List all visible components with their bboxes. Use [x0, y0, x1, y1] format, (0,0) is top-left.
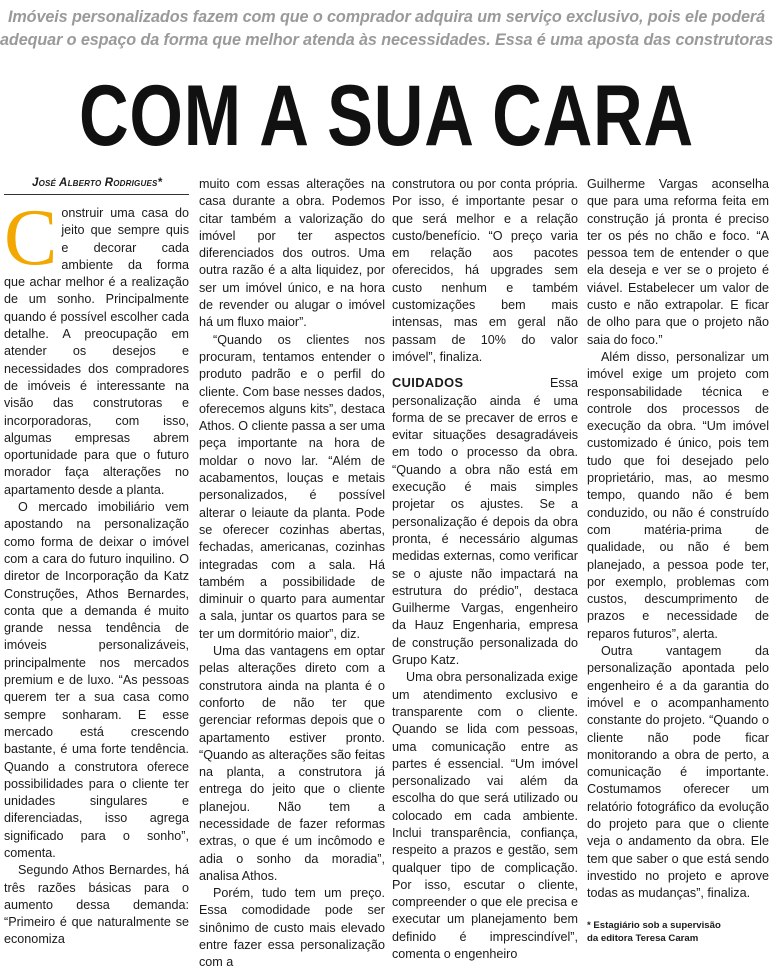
paragraph: Guilherme Vargas aconselha que para uma reforma feita em construção já pronta é preciso ter os pés no chão e foco. “A pessoa tem de entender o que ela deseja e ver se o projeto é viável. Estabelecer um valor de custo e não extrapolar. E ficar de olho para que o projeto não saia do foco.” — [587, 177, 769, 347]
section-subhead: CUIDADOS — [392, 375, 464, 391]
article-deck — [0, 6, 773, 52]
paragraph: construtora ou por conta própria. Por isso, é importante pesar o que será melhor e a relação custo/benefício. “O preço varia em relação aos pacotes oferecidos, há upgrades sem custo nenhum e também customizações bem mais intensas, mas em geral não passam de 10% do valor imóvel”, finaliza. — [392, 177, 578, 364]
article-column-3 — [392, 176, 578, 962]
paragraph: O mercado imobiliário vem apostando na personalização como forma de deixar o imóvel com a cara do futuro inquilino. O diretor de Incorporação da Katz Construções, Athos Bernardes, conta que a demanda é muito grande nessa tendência de imóveis personalizáveis, principalmente nos mercados premium e de luxo. “As pessoas querem ter a sua casa como sempre sonharam. E esse mercado está crescendo bastante, é uma forte tendência. Quando a construtora oferece possibilidades para o cliente ter unidades singulares e diferenciadas, isso agrega significado para o sonho”, comenta. — [4, 500, 189, 860]
article-headline: COM A SUA CARA — [78, 68, 695, 164]
paragraph: “Quando os clientes nos procuram, tentamos entender o produto padrão e o perfil do cliente. Com base nesses dados, oferecemos alguns kits”, destaca Athos. O cliente passa a ser uma peça importante na hora de moldar o novo lar. “Além de acabamentos, louças e metais personalizados, é possível alterar o leiaute da planta. Pode se oferecer cozinhas abertas, fechadas, americanas, cozinhas integradas com a sala. Há também a possibilidade de diminuir o quarto para aumentar a sala, juntar os quartos para se ter um dormitório maior”, diz. — [199, 332, 385, 641]
paragraph: Segundo Athos Bernardes, há três razões básicas para o aumento dessa demanda: “Primeiro é que naturalmente se economiza — [4, 863, 189, 947]
paragraph-text: Essa personalização ainda é uma forma de se precaver de erros e evitar situações desagradáveis em todo o processo da obra. “Quando a obra não está em execução é mais simples projetar os ajustes. Se a personalização é depois da obra pronta, é necessário algumas medidas externas, como verificar se o ajuste não impactará na estrutura do prédio”, destaca Guilherme Vargas, engenheiro da Hauz Engenharia, empresa de construção personalizada do Grupo Katz. — [392, 376, 578, 668]
byline: José Alberto Rodrigues* — [4, 176, 189, 195]
article-column-1 — [4, 176, 189, 947]
paragraph: muito com essas alterações na casa durante a obra. Podemos citar também a valorização do imóvel por ter aspectos diferenciados dos outros. Uma outra razão é a alta liquidez, por ser um imóvel único, e na hora de revender ou alugar o imóvel há um fluxo maior”. — [199, 177, 385, 330]
deck-line-2: adequar o espaço da forma que melhor atenda às necessidades. Essa é uma aposta das construtoras — [0, 31, 773, 49]
paragraph: Uma obra personalizada exige um atendimento exclusivo e transparente com o cliente. Quando se lida com pessoas, uma comunicação entre as partes é essencial. “Um imóvel personalizado vai além da escolha do que será utilizado ou colocado em cada ambiente. Inclui transparência, confiança, respeito a prazos e gestão, sem qualquer tipo de complicação. Por isso, escutar o cliente, compreender o que ele precisa e executar um planejamento bem definido é imprescindível”, comenta o engenheiro — [392, 670, 578, 962]
drop-cap: C — [4, 194, 58, 282]
paragraph: Uma das vantagens em optar pelas alterações direto com a construtora ainda na planta é o conforto de não ter que gerenciar reformas depois que o apartamento estiver pronto. “Quando as alterações são feitas na planta, a construtora já entrega do jeito que o cliente planejou. Não tem a necessidade de fazer reformas extras, o que é um incômodo e adia o sonho da moradia”, analisa Athos. — [199, 644, 385, 883]
paragraph: Porém, tudo tem um preço. Essa comodidade pode ser sinônimo de custo mais elevado entre fazer essa personalização com a — [199, 886, 385, 970]
footnote-line-2: da editora Teresa Caram — [587, 932, 699, 944]
article-column-2 — [199, 176, 385, 970]
footnote-line-1: * Estagiário sob a supervisão — [587, 920, 721, 932]
paragraph — [4, 194, 189, 499]
deck-line-1: Imóveis personalizados fazem com que o comprador adquira um serviço exclusivo, pois ele poderá — [7, 8, 766, 26]
paragraph — [392, 374, 578, 669]
paragraph: Outra vantagem da personalização apontada pelo engenheiro é a da garantia do imóvel e o acompanhamento constante do projeto. “Quando o cliente não pode ficar monitorando a obra de perto, a comunicação é importante. Costumamos oferecer um relatório fotográfico da evolução do projeto para que o cliente veja o andamento da obra. Ele tem que saber o que está sendo investido no projeto e aprove todas as mudanças”, finaliza. — [587, 644, 769, 901]
article-column-4 — [587, 176, 769, 944]
paragraph: Além disso, personalizar um imóvel exige um projeto com responsabilidade técnica e controle dos processos de execução da obra. “Um imóvel customizado é único, pois tem tudo que foi desejado pelo proprietário, mas, ao mesmo tempo, quando não é bem conduzido, ou não é construído com matéria-prima de qualidade, ou não é bem planejado, a pessoa pode ter, por exemplo, problemas com custos, descumprimento de prazos e necessidade de reparos futuros”, alerta. — [587, 349, 769, 641]
paragraph-text: onstruir uma casa do jeito que sempre quis e decorar cada ambiente da forma que achar melhor é a realização de um sonho. Principalmente quando é possível escolher cada detalhe. A preocupação em atender os desejos e necessidades dos compradores de imóveis é interessante na visão das construtoras e incorporadoras, com isso, algumas empresas abrem oportunidade para que o futuro morador faça alterações no apartamento desde a planta. — [4, 206, 189, 497]
footnote — [587, 920, 769, 945]
